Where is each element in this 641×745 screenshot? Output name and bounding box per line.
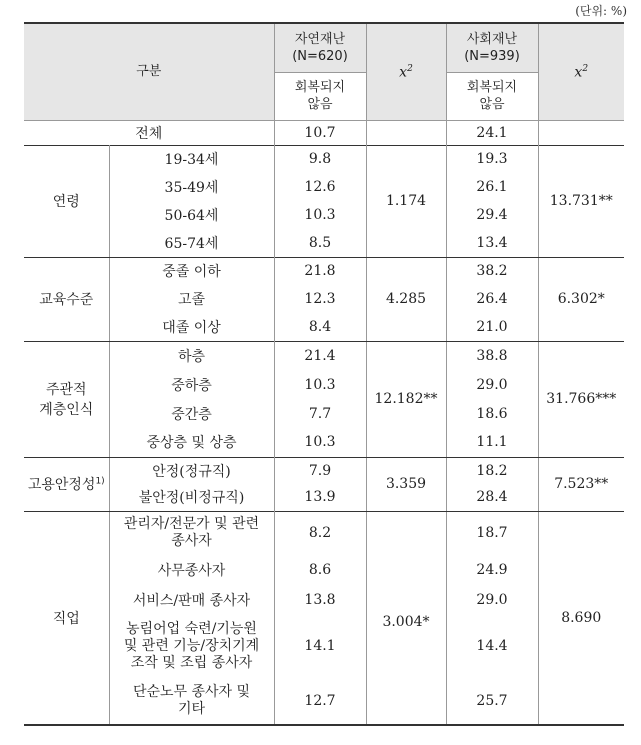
header-category: 구분	[24, 23, 274, 120]
table-row	[24, 555, 624, 585]
row-label-line-2: 및 관련 기능/장치기계	[123, 637, 260, 654]
table-row	[24, 399, 624, 428]
recovery-table	[24, 22, 624, 726]
not-recovered-line-1: 회복되지	[466, 80, 518, 95]
group-name-line-2: 계층인식	[39, 402, 94, 418]
table-row	[24, 677, 624, 725]
cell-social: 11.1	[446, 428, 538, 457]
row-label: 서비스/판매 종사자	[132, 593, 251, 609]
row-label: 대졸 이상	[162, 319, 221, 336]
total-natural: 10.7	[274, 120, 366, 145]
row-label	[109, 677, 274, 725]
cell-social: 26.4	[446, 285, 538, 313]
row-label: 중하층	[171, 377, 212, 394]
group-subjective-class	[24, 341, 109, 457]
cell-social: 19.3	[446, 145, 538, 173]
not-recovered-line-2: 않음	[479, 97, 505, 112]
cell-social: 26.1	[446, 173, 538, 201]
header-social-not-recovered	[446, 72, 538, 120]
chi-symbol: x	[399, 65, 408, 82]
table-row	[24, 428, 624, 457]
cell-natural: 10.3	[274, 201, 366, 229]
table-row	[24, 145, 624, 173]
cell-natural: 8.2	[274, 511, 366, 555]
header-natural-not-recovered	[274, 72, 366, 120]
cell-natural: 13.9	[274, 484, 366, 511]
chi-social-age: 13.731**	[538, 145, 624, 257]
group-employment	[24, 457, 109, 511]
unit-note: (단위: %)	[575, 4, 627, 18]
cell-natural: 21.4	[274, 341, 366, 370]
table-row	[24, 257, 624, 285]
cell-social: 14.4	[446, 615, 538, 677]
chi-social-occupation: 8.690	[538, 511, 624, 725]
table-row	[24, 370, 624, 399]
row-label: 하층	[177, 348, 206, 365]
table-row	[24, 615, 624, 677]
cell-social: 29.4	[446, 201, 538, 229]
table-row	[24, 285, 624, 313]
cell-natural: 13.8	[274, 585, 366, 615]
total-label: 전체	[135, 125, 163, 142]
row-label-line-1: 단순노무 종사자 및	[132, 683, 251, 700]
cell-natural: 12.7	[274, 677, 366, 725]
cell-social: 24.9	[446, 555, 538, 585]
chi-natural-occupation: 3.004*	[366, 511, 446, 725]
chi-natural-class: 12.182**	[366, 341, 446, 457]
chi-natural-age: 1.174	[366, 145, 446, 257]
cell-natural: 9.8	[274, 145, 366, 173]
cell-natural: 10.3	[274, 428, 366, 457]
cell-social: 29.0	[446, 585, 538, 615]
row-label-line-2: 종사자	[171, 533, 212, 550]
cell-natural: 8.5	[274, 229, 366, 257]
chi-natural-employment: 3.359	[366, 457, 446, 511]
chi-social-class: 31.766***	[538, 341, 624, 457]
table-row	[24, 341, 624, 370]
cell-natural: 21.8	[274, 257, 366, 285]
table-row	[24, 173, 624, 201]
cell-natural: 12.3	[274, 285, 366, 313]
table-row	[24, 457, 624, 484]
footnote-mark: 1)	[95, 476, 105, 487]
table-row	[24, 484, 624, 511]
header-chi-social	[538, 23, 624, 120]
row-label: 불안정(비정규직)	[138, 490, 245, 507]
row-label	[109, 615, 274, 677]
row-label-line-2: 기타	[177, 700, 206, 717]
group-occupation: 직업	[24, 511, 109, 725]
row-label: 중졸 이하	[162, 264, 221, 281]
cell-natural: 8.6	[274, 555, 366, 585]
total-row	[24, 120, 624, 145]
row-label: 50-64세	[164, 208, 219, 224]
table-row	[24, 313, 624, 341]
table-row	[24, 201, 624, 229]
cell-social: 18.2	[446, 457, 538, 484]
chi-symbol: x	[574, 65, 583, 82]
cell-social: 38.8	[446, 341, 538, 370]
header-social-title: 사회재난	[466, 31, 518, 47]
header-natural-title: 자연재난	[294, 31, 346, 47]
cell-social: 18.7	[446, 511, 538, 555]
cell-social: 25.7	[446, 677, 538, 725]
cell-natural: 7.7	[274, 399, 366, 428]
group-name: 고용안정성	[27, 477, 96, 493]
table-row	[24, 585, 624, 615]
row-label: 고졸	[177, 292, 206, 308]
row-label-line-1: 관리자/전문가 및 관련	[123, 516, 260, 533]
row-label-line-3: 조작 및 조립 종사자	[130, 654, 253, 671]
not-recovered-line-1: 회복되지	[294, 80, 346, 95]
row-label: 19-34세	[164, 152, 219, 169]
cell-social: 18.6	[446, 399, 538, 428]
total-chi-social	[538, 120, 624, 145]
table-row	[24, 511, 624, 555]
total-social: 24.1	[446, 120, 538, 145]
header-chi-natural	[366, 23, 446, 120]
row-label: 중간층	[171, 406, 212, 423]
cell-social: 29.0	[446, 370, 538, 399]
chi-natural-education: 4.285	[366, 257, 446, 341]
row-label: 35-49세	[164, 180, 219, 196]
cell-social: 28.4	[446, 484, 538, 511]
group-age: 연령	[24, 145, 109, 257]
cell-natural: 7.9	[274, 457, 366, 484]
row-label: 사무종사자	[157, 563, 226, 579]
cell-natural: 8.4	[274, 313, 366, 341]
not-recovered-line-2: 않음	[307, 97, 333, 112]
total-chi-natural	[366, 120, 446, 145]
header-natural-n: (N=620)	[292, 48, 348, 64]
row-label-line-1: 농림어업 숙련/기능원	[126, 620, 257, 637]
header-social-n: (N=939)	[464, 48, 520, 64]
header-natural	[274, 23, 366, 72]
row-label	[109, 511, 274, 555]
cell-social: 21.0	[446, 313, 538, 341]
chi-superscript: 2	[407, 64, 413, 75]
row-label: 65-74세	[164, 235, 219, 252]
chi-social-education: 6.302*	[538, 257, 624, 341]
cell-natural: 12.6	[274, 173, 366, 201]
chi-social-employment: 7.523**	[538, 457, 624, 511]
cell-natural: 10.3	[274, 370, 366, 399]
header-row-1	[24, 23, 624, 72]
row-label: 안정(정규직)	[152, 463, 231, 480]
cell-social: 38.2	[446, 257, 538, 285]
header-social	[446, 23, 538, 72]
table-row	[24, 229, 624, 257]
row-label: 중상층 및 상층	[146, 435, 237, 452]
group-education: 교육수준	[24, 257, 109, 341]
cell-natural: 14.1	[274, 615, 366, 677]
cell-social: 13.4	[446, 229, 538, 257]
chi-superscript: 2	[582, 64, 589, 75]
group-name-line-1: 주관적	[45, 382, 87, 398]
